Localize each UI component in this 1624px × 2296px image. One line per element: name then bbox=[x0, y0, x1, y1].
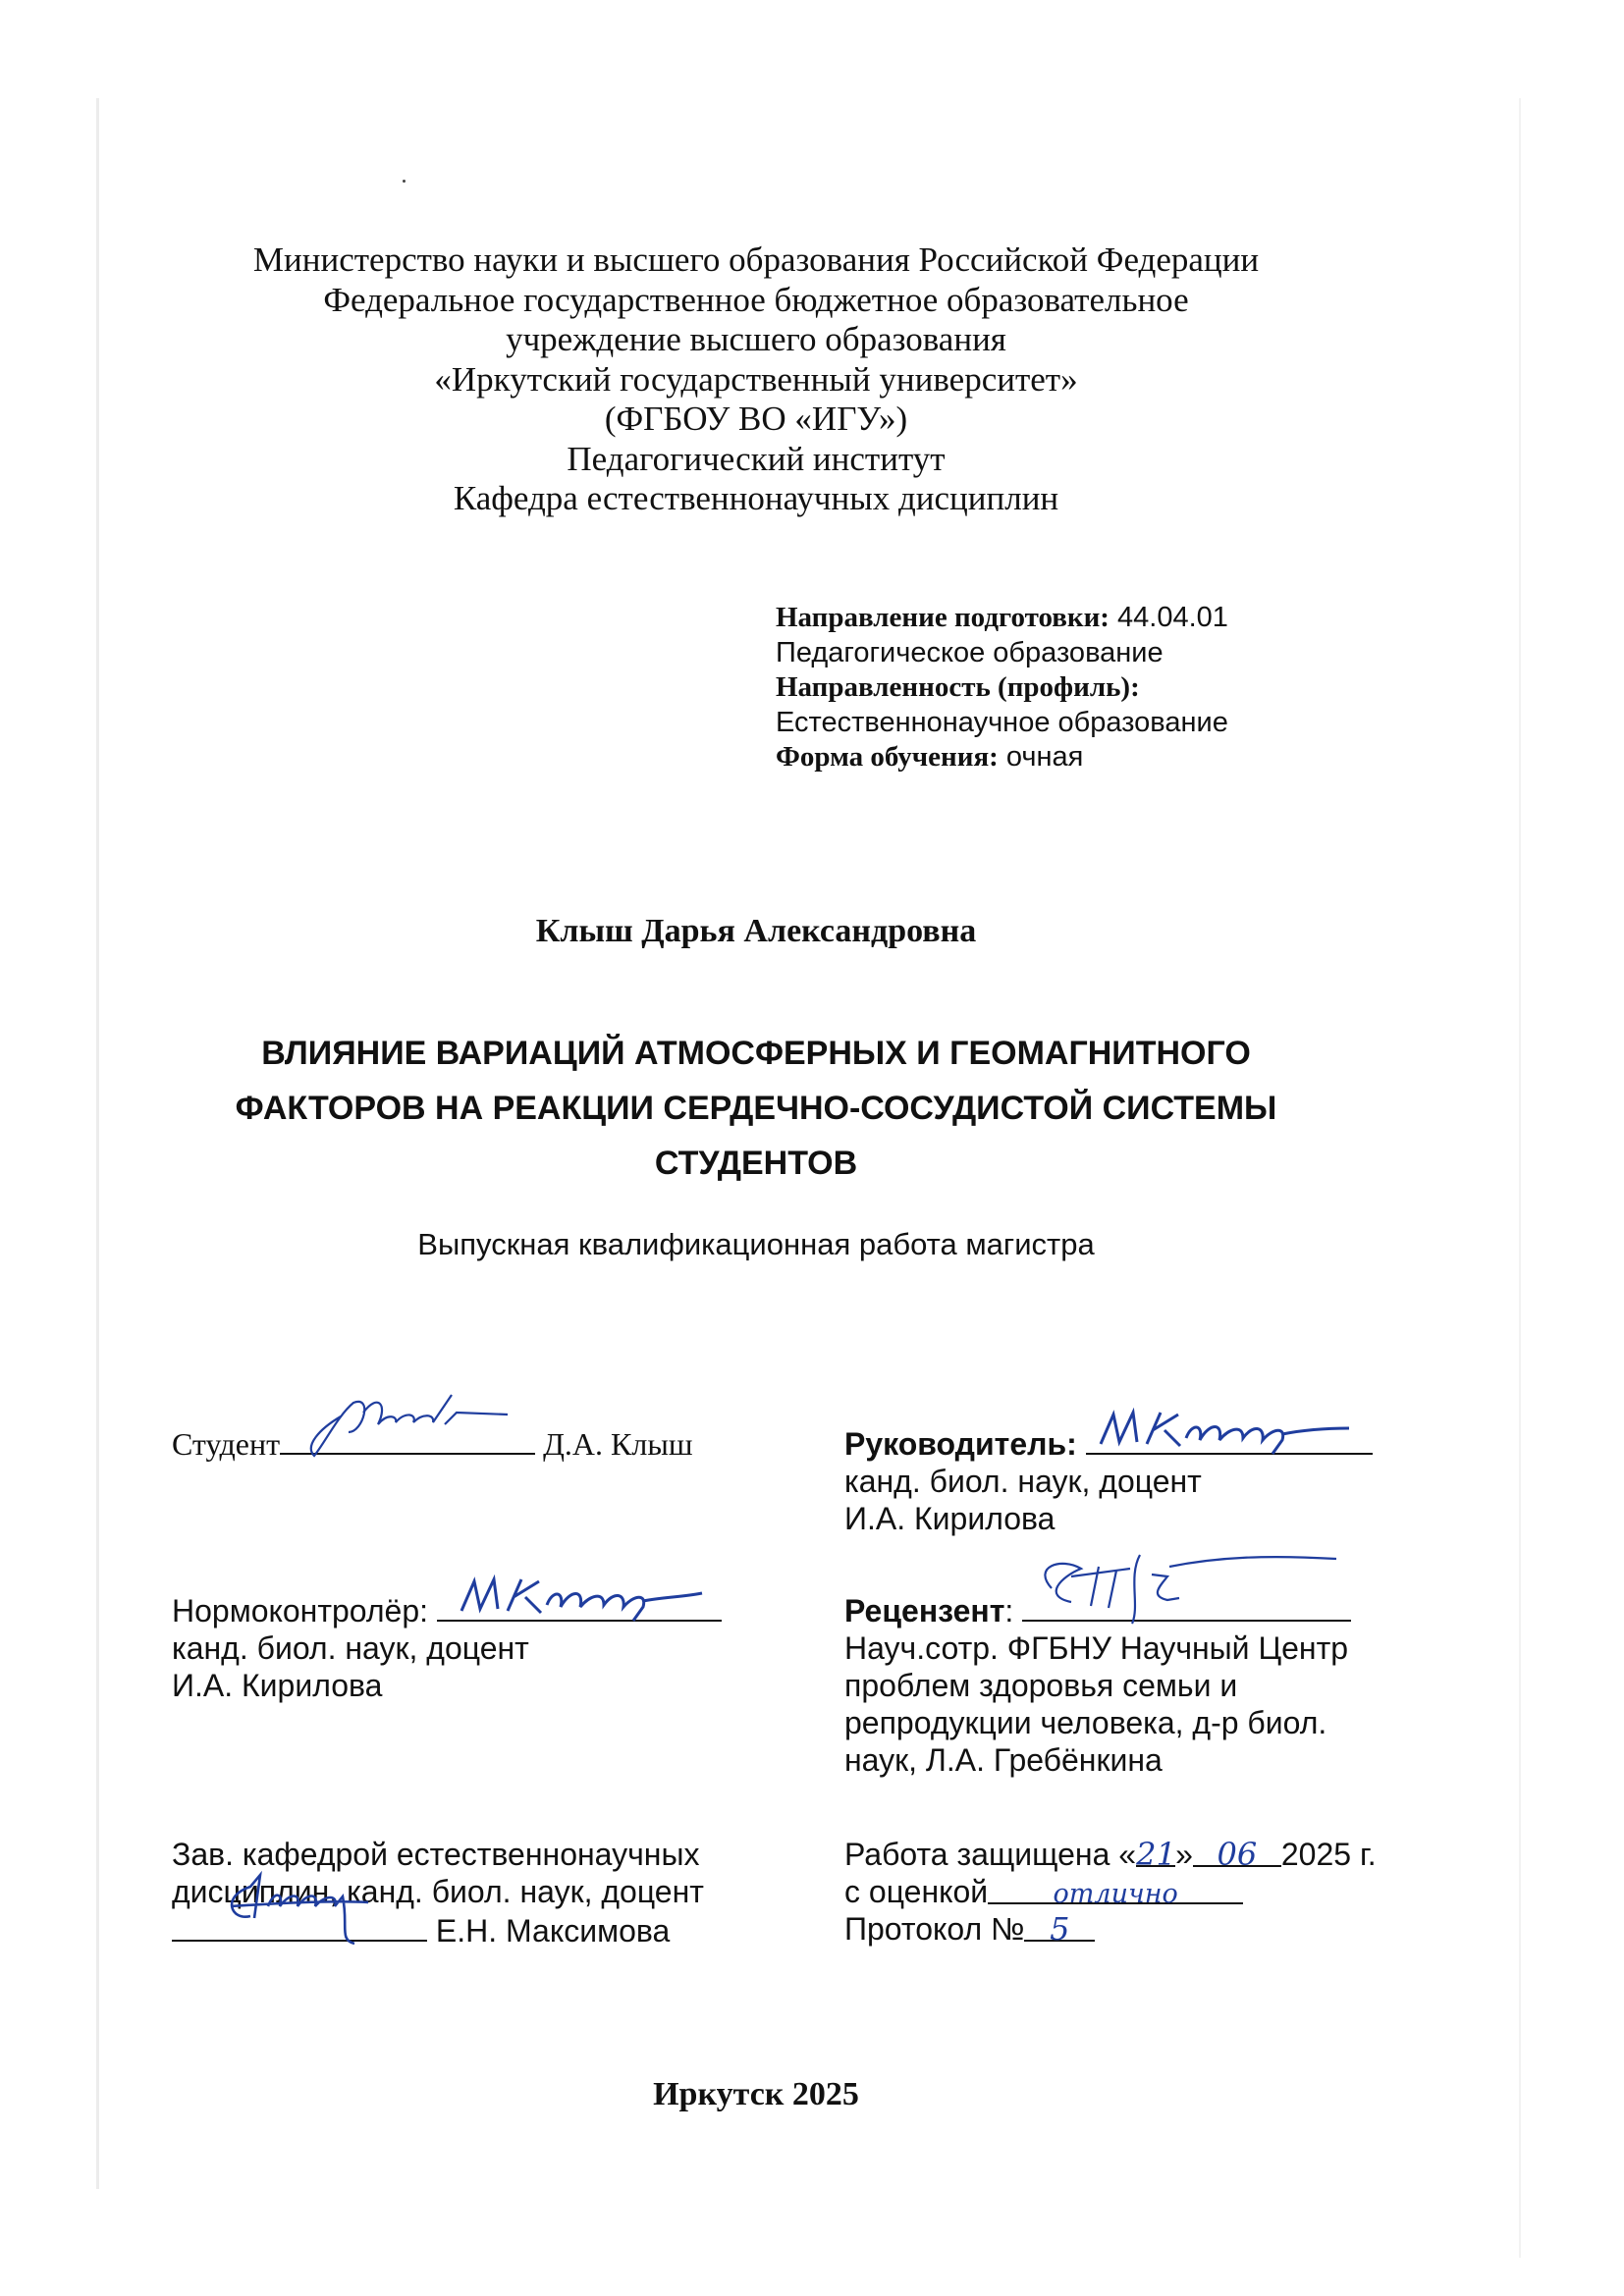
department-name: Кафедра естественнонаучных дисциплин bbox=[453, 479, 1059, 517]
reviewer-signature bbox=[1022, 1547, 1356, 1626]
reviewer-affiliation: проблем здоровья семьи и bbox=[844, 1668, 1238, 1703]
normcontrol-signature bbox=[437, 1572, 712, 1626]
signature-line bbox=[1022, 1590, 1351, 1622]
direction-label: Направление подготовки: bbox=[776, 602, 1110, 633]
student-signature-block bbox=[172, 1423, 692, 1463]
title-line: ФАКТОРОВ НА РЕАКЦИИ СЕРДЕЧНО-СОСУДИСТОЙ СИСТЕМЫ bbox=[235, 1090, 1277, 1127]
defense-year: 2025 г. bbox=[1280, 1837, 1377, 1872]
university-name: «Иркутский государственный университет» bbox=[434, 359, 1078, 399]
reviewer-affiliation: Науч.сотр. ФГБНУ Научный Центр bbox=[844, 1630, 1349, 1666]
study-direction-block bbox=[776, 601, 1228, 775]
profile-label: Направленность (профиль): bbox=[776, 671, 1140, 703]
normcontrol-position: канд. биол. наук, доцент bbox=[172, 1630, 529, 1666]
institution-line: учреждение высшего образования bbox=[506, 320, 1006, 358]
signature-line bbox=[437, 1590, 722, 1622]
title-line: ВЛИЯНИЕ ВАРИАЦИЙ АТМОСФЕРНЫХ И ГЕОМАГНИТНОГО bbox=[261, 1035, 1251, 1072]
head-position: дисциплин, канд. биол. наук, доцент bbox=[172, 1874, 704, 1909]
thesis-title bbox=[147, 1026, 1365, 1191]
grade-label: с оценкой bbox=[844, 1874, 989, 1909]
supervisor-block bbox=[844, 1423, 1373, 1537]
profile-name: Естественнонаучное образование bbox=[776, 706, 1228, 738]
normcontrol-label: Нормоконтролёр: bbox=[172, 1593, 429, 1629]
city-year: Иркутск 2025 bbox=[653, 2076, 859, 2112]
head-of-department-block bbox=[172, 1836, 704, 1949]
quote-close: » bbox=[1175, 1837, 1193, 1872]
month-field bbox=[1193, 1836, 1281, 1873]
supervisor-signature bbox=[1086, 1405, 1361, 1459]
reviewer-colon: : bbox=[1004, 1593, 1014, 1629]
work-type: Выпускная квалификационная работа магистра bbox=[417, 1227, 1095, 1261]
institution-line: Федеральное государственное бюджетное образовательное bbox=[323, 280, 1189, 319]
defense-block bbox=[844, 1836, 1377, 1948]
direction-code: 44.04.01 bbox=[1117, 602, 1228, 633]
protocol-label: Протокол № bbox=[844, 1911, 1025, 1947]
author-name: Клыш Дарья Александровна bbox=[535, 913, 977, 949]
head-signature bbox=[172, 1867, 427, 1946]
signature-line bbox=[280, 1423, 535, 1455]
reviewer-name: наук, Л.А. Гребёнкина bbox=[844, 1742, 1163, 1778]
supervisor-position: канд. биол. наук, доцент bbox=[844, 1464, 1202, 1499]
form-label: Форма обучения: bbox=[776, 741, 999, 773]
student-label: Студент bbox=[172, 1426, 281, 1462]
defense-month: 06 bbox=[1217, 1836, 1258, 1873]
direction-name: Педагогическое образование bbox=[776, 636, 1164, 668]
reviewer-label: Рецензент bbox=[844, 1593, 1005, 1629]
scan-edge bbox=[1519, 98, 1521, 2258]
title-line: СТУДЕНТОВ bbox=[654, 1145, 858, 1182]
normcontrol-block bbox=[172, 1590, 722, 1704]
grade-field bbox=[988, 1873, 1243, 1909]
defense-day: 21 bbox=[1136, 1836, 1176, 1873]
university-abbreviation: (ФГБОУ ВО «ИГУ») bbox=[604, 400, 908, 438]
supervisor-label: Руководитель: bbox=[844, 1426, 1077, 1462]
protocol-number: 5 bbox=[1050, 1910, 1070, 1948]
defense-label: Работа защищена « bbox=[844, 1837, 1137, 1872]
institute-name: Педагогический институт bbox=[567, 439, 946, 478]
signature-line bbox=[172, 1910, 427, 1942]
student-name: Д.А. Клыш bbox=[543, 1426, 693, 1462]
ministry-line: Министерство науки и высшего образования Российской Федерации bbox=[252, 240, 1260, 279]
signature-line bbox=[1086, 1423, 1373, 1455]
head-position: Зав. кафедрой естественнонаучных bbox=[172, 1837, 700, 1872]
supervisor-name: И.А. Кирилова bbox=[844, 1501, 1056, 1536]
institution-header bbox=[98, 240, 1414, 519]
head-name: Е.Н. Максимова bbox=[435, 1913, 671, 1949]
student-signature bbox=[280, 1385, 515, 1459]
grade-value: отлично bbox=[1053, 1879, 1178, 1909]
normcontrol-name: И.А. Кирилова bbox=[172, 1668, 383, 1703]
scan-speck bbox=[403, 180, 406, 183]
reviewer-block bbox=[844, 1590, 1351, 1779]
form-value: очная bbox=[1005, 741, 1084, 773]
protocol-field bbox=[1024, 1910, 1095, 1948]
reviewer-affiliation: репродукции человека, д-р биол. bbox=[844, 1705, 1327, 1740]
day-field bbox=[1136, 1836, 1176, 1873]
